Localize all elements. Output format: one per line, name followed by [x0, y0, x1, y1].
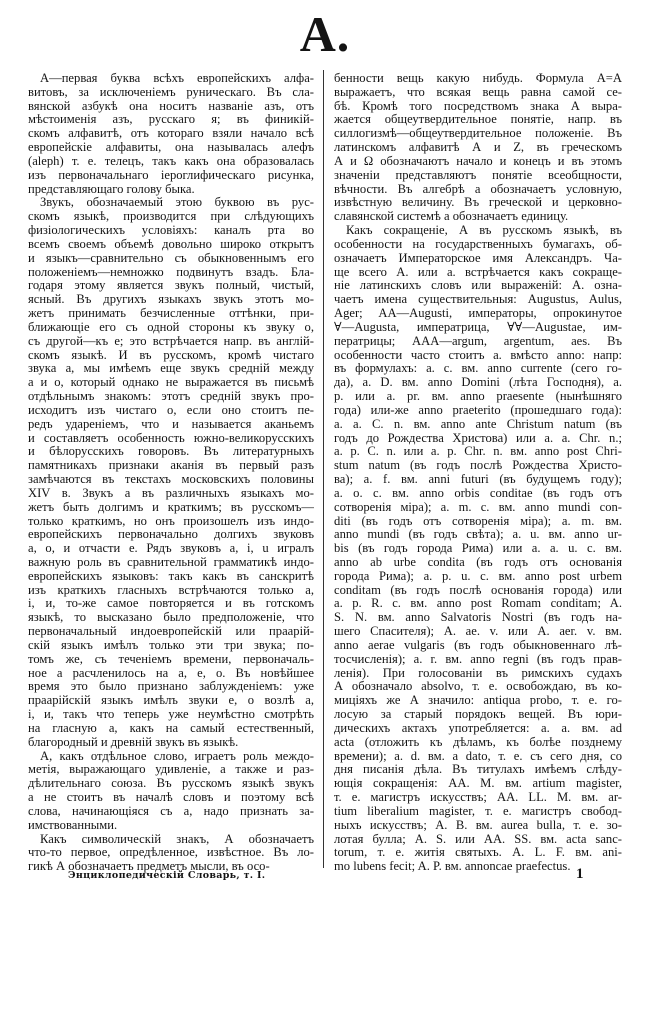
text-line: сотворенія міра); a. m. c. вм. anno mundi con- — [334, 500, 622, 514]
text-line: stum natum (въ годъ послѣ Рождества Христо- — [334, 459, 622, 473]
text-line: томъ же, съ теченіемъ времени, первоначаль- — [28, 652, 314, 666]
text-line: acta (отложить къ дѣламъ, къ болѣе позднему — [334, 735, 622, 749]
text-line: особенности часто стоитъ а. вмѣсто anno: напр: — [334, 348, 622, 362]
text-line: и языкъ—сравнительно съ обыкновеннымъ его — [28, 251, 314, 265]
paragraph — [334, 72, 622, 224]
text-line: ясный. Въ другихъ языкахъ звукъ этотъ мо- — [28, 293, 314, 307]
text-line: S. N. вм. anno Salvatoris Nostri (въ годъ на- — [334, 611, 622, 625]
text-line: a. p. R. c. вм. anno post Romam conditam; A. — [334, 597, 622, 611]
text-line: bis (въ годъ города Рима) или a. a. u. c. вм. — [334, 542, 622, 556]
text-line: чаетъ имена существительныя: Augustus, Aulus, — [334, 293, 622, 307]
text-line: Какъ символическій знакъ, А обозначаетъ — [40, 832, 314, 846]
text-line: p. или a. pr. вм. anno praesente (нынѣшняго — [334, 390, 622, 404]
text-line: праарійскій языкъ имѣлъ звуки е, о возлѣ а, — [28, 694, 314, 708]
text-line: положеніемъ—немножко подвинутъ взадъ. Бла- — [28, 265, 314, 279]
text-line: a. a. C. n. вм. anno ante Christum natum (въ — [334, 417, 622, 431]
text-line: жетъ принимать безчисленные оттѣнки, при- — [28, 307, 314, 321]
text-line: a. o. c. вм. anno orbis conditae (въ годъ отъ — [334, 486, 622, 500]
text-line: ное а расчленилось на а, е, о. Въ новѣйшее — [28, 666, 314, 680]
text-line: замѣчаются въ текстахъ московскихъ половины — [28, 473, 314, 487]
text-line: ще всего А. или а. встрѣчается какъ сокраще- — [334, 265, 622, 279]
text-line: ператрицы; AAA—argum, argentum, aes. Въ — [334, 334, 622, 348]
paragraph — [28, 750, 314, 833]
text-line: изъ краткихъ гласныхъ встрѣчаются только а, — [28, 583, 314, 597]
text-line: что-то первое, опредѣленное, извѣстное. Въ ло- — [28, 846, 314, 860]
text-line: годаря этому является звукъ полный, чистый, — [28, 279, 314, 293]
text-line: anno mundi (въ годъ свѣта); a. u. вм. anno ur- — [334, 528, 622, 542]
text-line: миціяхъ же А значило: antiqua probo, т. е. го- — [334, 694, 622, 708]
text-line: всемъ своемъ объемѣ довольно широко открытъ — [28, 237, 314, 251]
text-line: европейскихъ первоначально долгихъ звуковъ — [28, 528, 314, 542]
paragraph — [28, 833, 314, 874]
text-line: дическихъ актахъ употребляется: a. a. вм. ad — [334, 721, 622, 735]
text-line: отдѣльнымъ знакомъ: этотъ средній звукъ про- — [28, 390, 314, 404]
text-line: ныхъ искусствъ; A. B. вм. aurea bulla, т. е. зо- — [334, 818, 622, 832]
text-line: ніе латинскихъ словъ или выраженій: А. озна- — [334, 279, 622, 293]
text-line: европейскіе алфавиты, она называлась алефъ — [28, 141, 314, 155]
text-line: torum, т. е. житія святыхъ. A. L. F. вм. ani- — [334, 846, 622, 860]
text-line: латинскомъ алфавитѣ А и Z, въ греческомъ — [334, 141, 622, 155]
text-line: скомъ языкѣ. И въ русскомъ, кромѣ чистаго — [28, 348, 314, 362]
text-line: первоначальный индоевропейскій или праарій- — [28, 625, 314, 639]
text-line: гикѣ А обозначаетъ предметъ мысли, въ осо- — [28, 860, 270, 874]
text-line: слова, начинающіяся съ а, надо признать за- — [28, 804, 314, 818]
text-line: бѣ. Кромѣ того посредствомъ знака А выра- — [334, 99, 622, 113]
text-line: въ формулахъ: a. c. вм. anno currente (сего го- — [334, 362, 622, 376]
text-line: бенности вещь какую нибудь. Формула А=А — [334, 72, 622, 85]
text-line: тосчисленія); a. r. вм. anno regni (въ годъ прав- — [334, 652, 622, 666]
text-line: т. е. магистръ искусствъ; AA. LL. M. вм. ar- — [334, 791, 622, 805]
text-line: дѣлительнаго союза. Въ русскомъ языкѣ звукъ — [28, 777, 314, 791]
text-line: означаетъ Императорское имя Александръ. Ча- — [334, 251, 622, 265]
text-line: XIV в. Звукъ а въ различныхъ языкахъ мо- — [28, 486, 314, 500]
page-number: 1 — [576, 866, 584, 882]
text-line: А обозначало absolvo, т. е. освобождаю, въ ко- — [334, 680, 622, 694]
text-line: a. p. C. n. или a. p. Chr. n. вм. anno post Chri- — [334, 445, 622, 459]
text-line: выражаетъ, что всякая вещь равна самой се- — [334, 85, 622, 99]
paragraph — [28, 196, 314, 749]
text-line: года) или-же anno praeterito (прошедшаго года): — [334, 403, 622, 417]
text-line: conditam (въ годъ послѣ основанія города) или — [334, 583, 622, 597]
page-title: А. — [299, 6, 351, 62]
text-line: представляющаго голову быка. — [28, 182, 195, 196]
text-line: (aleph) т. е. телецъ, такъ какъ она образовалась — [28, 154, 314, 168]
text-line: вѣчности. Въ алгебрѣ а обозначаетъ условную, — [334, 182, 622, 196]
text-line: а, о, и отчасти е. Рядъ звуковъ a, i, u игралъ — [28, 542, 314, 556]
text-line: извѣстную величину. Въ греческой и церковно- — [334, 196, 622, 210]
text-line: а и о, который однако не выражается въ письмѣ — [28, 376, 314, 390]
text-line: mo lubens fecit; A. P. вм. annoncae praefectus. — [334, 860, 571, 874]
right-column — [334, 72, 622, 874]
text-line: изъ первоначальнаго іероглифическаго рисунка, — [28, 168, 314, 182]
text-line: anno aerae vulgaris (въ годъ обыкновеннаго лѣ- — [334, 638, 622, 652]
text-line: лосую за старый порядокъ вещей. Въ юри- — [334, 708, 622, 722]
text-line: европейскихъ языковъ: такъ какъ въ санскритѣ — [28, 569, 314, 583]
text-line: витовъ, за исключеніемъ руническаго. Въ сла- — [28, 85, 314, 99]
text-line: только краткимъ, но онъ произошелъ изъ индо- — [28, 514, 314, 528]
text-line: anno ab urbe condita (въ годъ отъ основанія — [334, 555, 622, 569]
text-line: съ другой—къ е; это встрѣчается напр. въ англій- — [28, 334, 314, 348]
text-line: ющія сокращенія: AA. M. вм. artium magister, — [334, 777, 622, 791]
text-line: физіологическихъ условіяхъ: каналъ рта во — [28, 224, 314, 238]
text-line: А—первая буква всѣхъ европейскихъ алфа- — [40, 72, 314, 85]
text-line: А и Ω обозначаютъ начало и конецъ и въ этомъ — [334, 154, 622, 168]
text-line: и бѣлорусскихъ говоровъ. Въ литературныхъ — [28, 445, 314, 459]
text-line: мѣстоименія азъ, русскаго я; въ финикій- — [28, 113, 314, 127]
text-line: важную роль въ сравнительной грамматикѣ индо- — [28, 555, 314, 569]
text-line: Звукъ, обозначаемый этою буквою въ рус- — [40, 196, 314, 210]
footer-source-title: Энциклопедическій Словарь, т. I. — [68, 870, 266, 881]
text-line: звука а, мы имѣемъ еще звукъ средній между — [28, 362, 314, 376]
text-line: diti (въ годъ отъ сотворенія міра); a. m. вм. — [334, 514, 622, 528]
text-line: і, и, то-же самое повторяется и въ готскомъ — [28, 597, 314, 611]
text-line: дня писанія дѣла. Въ титулахъ имѣемъ слѣду- — [334, 763, 622, 777]
text-line: ленія). При голосованіи въ римскихъ судахъ — [334, 666, 622, 680]
text-line: на гласную а, какъ на самый естественный, — [28, 721, 314, 735]
text-line: значеніи представляютъ понятіе всеобщности, — [334, 168, 622, 182]
text-line: і, и, такъ что теперь уже неумѣстно смотрѣть — [28, 708, 314, 722]
text-line: силлогизмѣ—общеутвердительное положеніе. Въ — [334, 127, 622, 141]
text-line: благородный и древній звукъ въ языкѣ. — [28, 735, 239, 749]
text-line: ва); a. f. вм. anni futuri (въ будущемъ году); — [334, 473, 622, 487]
left-column — [28, 72, 314, 874]
text-line: жетъ быть долгимъ и краткимъ; въ русскомъ— — [28, 500, 314, 514]
text-line: языкѣ, то высказано было предположеніе, что — [28, 611, 314, 625]
text-line: города Рима); a. p. u. c. вм. anno post urbem — [334, 569, 622, 583]
text-line: да), a. D. вм. anno Domini (лѣта Господня), a. — [334, 376, 622, 390]
text-line: жается общеутвердительное понятіе, напр. въ — [334, 113, 622, 127]
text-line: Какъ сокращеніе, А въ русскомъ языкѣ, въ — [346, 224, 622, 238]
text-line: скомъ алфавитѣ, отъ котораго взяли начало всѣ — [28, 127, 314, 141]
text-line: шего Спасителя); A. ae. v. или A. aer. v. вм. — [334, 625, 622, 639]
text-line: Ager; AA—Augusti, императоры, опрокинутое — [334, 307, 622, 321]
text-line: а не стоитъ въ началѣ словъ и поэтому всѣ — [28, 791, 314, 805]
text-line: славянской системѣ а обозначаетъ единицу. — [334, 210, 569, 224]
text-line: годъ до Рождества Христова) или a. a. Chr. n.; — [334, 431, 622, 445]
text-line: метія, выражающаго удивленіе, а также и раз- — [28, 763, 314, 777]
text-line: особенности на государственныхъ бумагахъ, об- — [334, 237, 622, 251]
text-line: А, какъ отдѣльное слово, играетъ роль междо- — [40, 749, 314, 763]
text-line: скомъ языкѣ, производится при слѣдующихъ — [28, 210, 314, 224]
paragraph — [28, 72, 314, 196]
text-line: времени); a. d. вм. a dato, т. е. съ сего дня, со — [334, 749, 622, 763]
text-line: скій языкъ имѣлъ только эти три звука; по- — [28, 638, 314, 652]
text-line: памятникахъ признаки аканія въ первый разъ — [28, 459, 314, 473]
text-line: tium liberalium magister, т. е. магистръ свобод- — [334, 804, 622, 818]
text-line: и составляетъ особенность южно-великорусскихъ — [28, 431, 314, 445]
paragraph — [334, 224, 622, 874]
text-line: время это было признано заблужденіемъ: уже — [28, 680, 314, 694]
text-line: вянской азбукѣ она носитъ названіе азъ, отъ — [28, 99, 314, 113]
text-line: ∀—Augusta, императрица, ∀∀—Augustae, им- — [334, 320, 622, 334]
text-line: ближающіе его съ одной стороны къ звуку о, — [28, 320, 314, 334]
column-divider — [323, 70, 324, 868]
text-line: лотая булла; A. S. или AA. SS. вм. acta sanc- — [334, 832, 622, 846]
text-line: исходитъ изъ чистаго о, если оно стоитъ пе- — [28, 403, 314, 417]
text-line: редъ удареніемъ, что и называется аканьемъ — [28, 417, 314, 431]
text-line: имствованными. — [28, 818, 118, 832]
